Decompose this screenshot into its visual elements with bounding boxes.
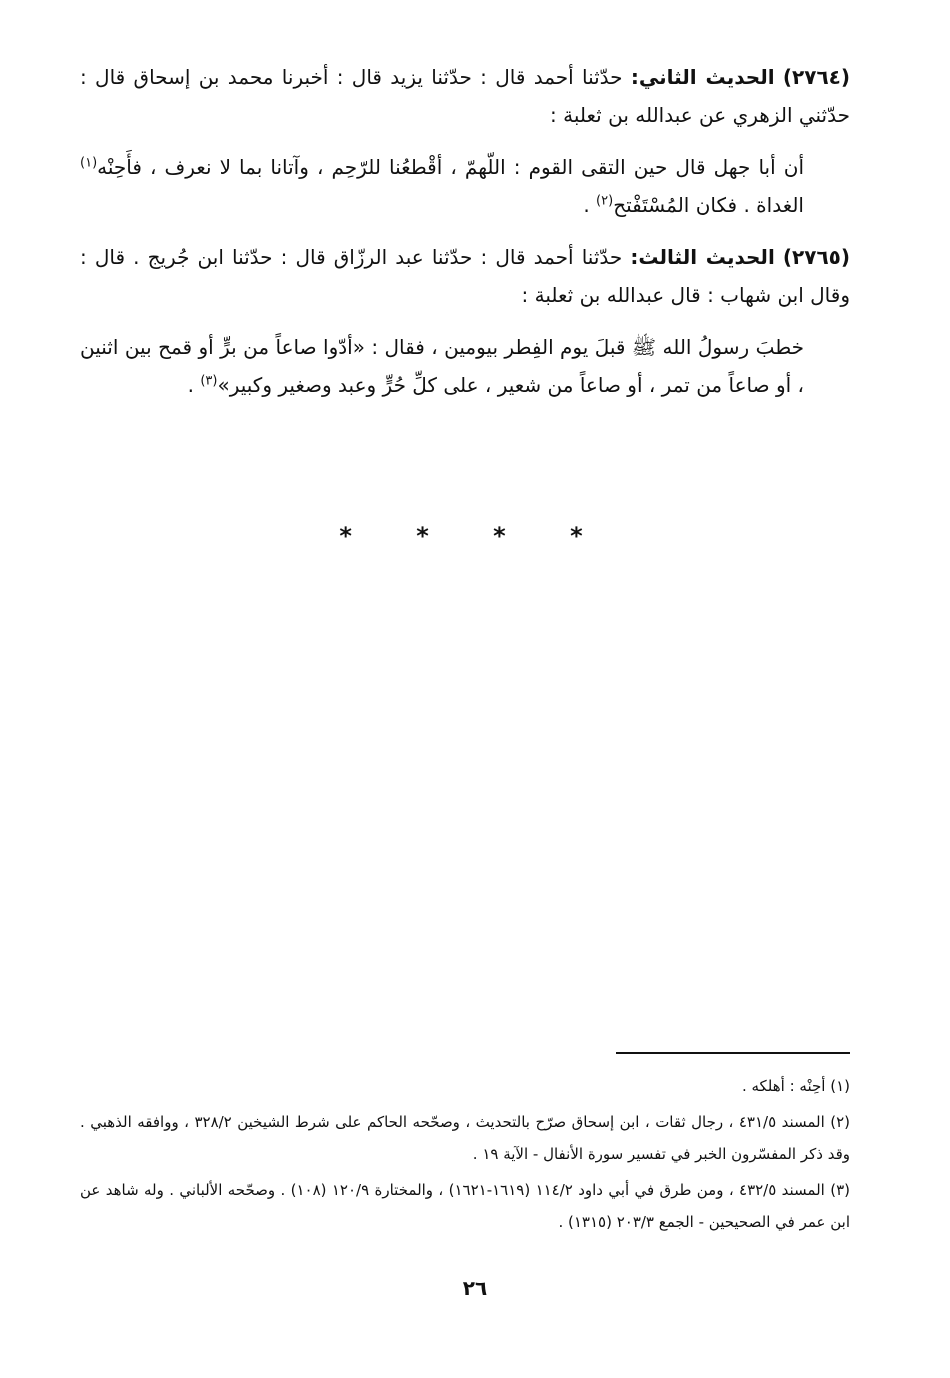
matn-text: أن أبا جهل قال حين التقى القوم : اللّهمّ ، أقْطعُنا للرّحِم ، وآتانا بما لا نعرف ، فأَحِنْه: [97, 155, 804, 179]
section-separator: * * * *: [339, 522, 611, 550]
footnote-text: المسند ٤٣٢/٥ ، ومن طرق في أبي داود ١١٤/٢ (١٦١٩-١٦٢١) ، والمختارة ١٢٠/٩ (١٠٨) . وصحّحه الألباني . وله شاهد عن ابن عمر في الصحيحين - الجمع ٢٠٣/٣ (١٣١٥) .: [80, 1181, 850, 1231]
footnote-text: أحِنْه : أهلكه .: [741, 1077, 831, 1095]
footnote-item: [80, 1106, 850, 1170]
page-number: ٢٦: [462, 1276, 488, 1300]
hadith-2764-isnad: [80, 58, 850, 134]
footnote-marker: (٢): [830, 1113, 851, 1131]
footnote-ref[interactable]: (٢): [596, 193, 614, 209]
hadith-2765-isnad: [80, 238, 850, 314]
matn-text: خطبَ رسولُ الله ﷺ قبلَ يوم الفِطر بيومين ، فقال : «أدّوا صاعاً من برٍّ أو قمح بين اثنين ، أو صاعاً من تمر ، أو صاعاً من شعير ، على كلِّ حُرٍّ وعبد وصغير وكبير»: [80, 335, 804, 397]
isnad-text: حدّثنا أحمد قال : حدّثنا يزيد قال : أخبرنا محمد بن إسحاق قال : حدّثني الزهري عن عبدالله بن ثعلبة :: [80, 65, 850, 127]
hadith-2764-matn: [80, 148, 850, 224]
isnad-text: حدّثنا أحمد قال : حدّثنا عبد الرزّاق قال : حدّثنا ابن جُريج . قال : وقال ابن شهاب : قال عبدالله بن ثعلبة :: [80, 245, 850, 307]
hadith-label: الحديث الثاني:: [630, 65, 775, 89]
hadith-number: (٢٧٦٤): [782, 65, 850, 89]
hadith-label: الحديث الثالث:: [630, 245, 775, 269]
matn-text: الغداة . فكان المُسْتَفْتح: [613, 193, 804, 217]
hadith-2765-matn: [80, 328, 850, 404]
footnote-ref[interactable]: (١): [80, 155, 98, 171]
footnote-marker: (١): [830, 1077, 850, 1095]
matn-text: .: [583, 193, 597, 217]
footnote-ref[interactable]: (٣): [200, 373, 218, 389]
footnote-text: المسند ٤٣١/٥ ، رجال ثقات ، ابن إسحاق صرّح بالتحديث ، وصحّحه الحاكم على شرط الشيخين ٣٢٨/٢ ، ووافقه الذهبي . وقد ذكر المفسّرون الخبر في تفسير سورة الأنفال - الآية ١٩ .: [80, 1113, 850, 1163]
matn-text: .: [187, 373, 201, 397]
footnotes: [80, 1070, 850, 1242]
page-body: [80, 58, 850, 418]
footnote-divider: [616, 1052, 850, 1054]
hadith-number: (٢٧٦٥): [782, 245, 851, 269]
footnote-item: [80, 1174, 850, 1238]
footnote-item: [80, 1070, 850, 1102]
footnote-marker: (٣): [830, 1181, 850, 1199]
